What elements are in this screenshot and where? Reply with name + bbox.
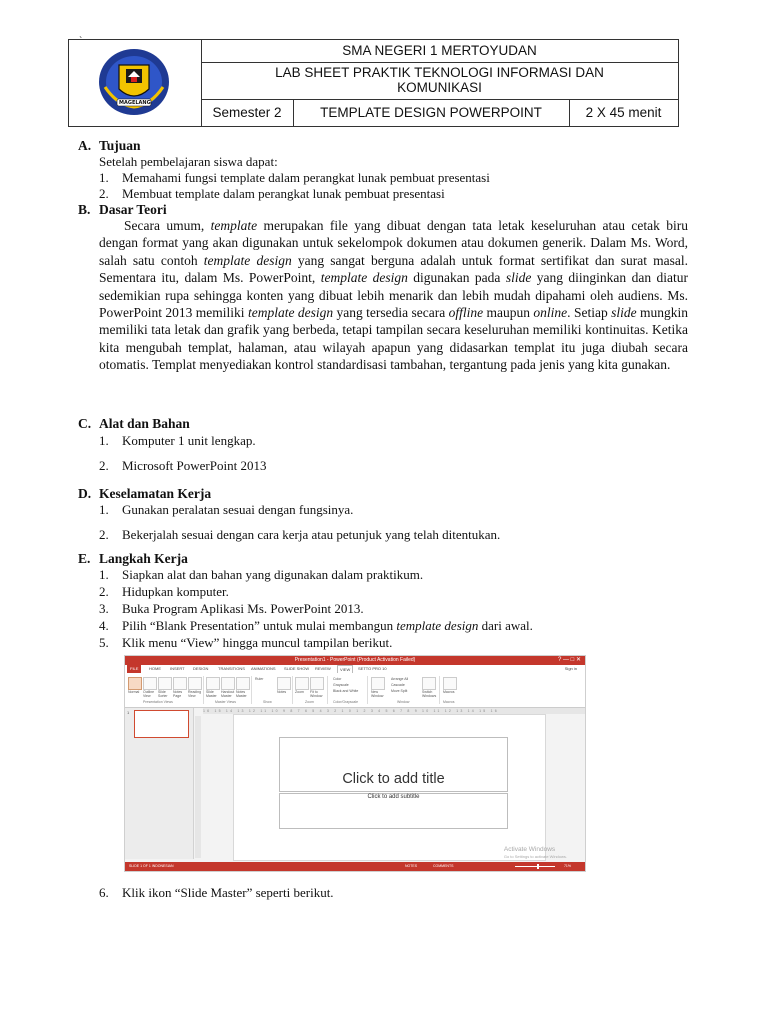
theory-paragraph <box>99 217 688 374</box>
section-d-title: Keselamatan Kerja <box>99 486 212 501</box>
list-item <box>99 502 353 518</box>
status-comments[interactable]: COMMENTS <box>433 864 454 868</box>
outline-view-button[interactable] <box>143 677 157 690</box>
tab-animations[interactable]: ANIMATIONS <box>251 666 276 671</box>
ppt-status-bar <box>125 862 585 871</box>
list-number: 4. <box>99 618 109 633</box>
list-item <box>99 186 445 202</box>
grayscale-option[interactable]: Grayscale <box>333 683 349 687</box>
list-item <box>99 584 229 600</box>
lab-sheet-title-line1: LAB SHEET PRAKTIK TEKNOLOGI INFORMASI DAN <box>275 65 604 80</box>
ribbon-group-label: Window <box>397 700 410 704</box>
list-text: Gunakan peralatan sesuai dengan fungsinya. <box>122 502 354 517</box>
status-notes[interactable]: NOTES <box>405 864 418 868</box>
text-run-italic: online <box>533 305 568 321</box>
ribbon-label: Handout Master <box>221 690 235 698</box>
tab-view[interactable]: VIEW <box>337 665 353 673</box>
list-number: 6. <box>99 885 109 900</box>
zoom-slider-knob[interactable] <box>537 864 539 869</box>
list-item <box>99 618 533 634</box>
text-run: . Setiap <box>567 305 612 321</box>
section-c-heading <box>78 416 190 432</box>
duration-cell: 2 X 45 menit <box>585 105 662 120</box>
section-a-letter: A. <box>78 138 92 153</box>
thumbnail-number: 1 <box>127 710 130 715</box>
fit-to-window-button[interactable] <box>310 677 324 690</box>
slide-canvas[interactable] <box>233 714 546 861</box>
list-text: Membuat template dalam perangkat lunak pembuat presentasi <box>122 186 445 201</box>
list-text: dari awal. <box>478 618 533 633</box>
list-number: 1. <box>99 433 109 448</box>
text-run: mungkin memiliki tata letak dan grafik yang berbeda, tetapi tampilan secara keseluruhan memiliki kontinuitas. Ketika kita mengubah templat, halaman, atau wilayah apapun yang didasarkan templat itu juga diubah secara otomatis. Templat menyediakan kontrol standardisasi tambahan, tergantung pada jenis yang kita gunakan. <box>99 305 688 373</box>
text-run-italic: template design <box>320 270 408 286</box>
activate-sub: Go to Settings to activate Windows. <box>503 854 567 859</box>
section-e-heading <box>78 551 188 567</box>
ribbon-separator <box>292 676 293 704</box>
section-b-heading <box>78 202 167 218</box>
ribbon-group-label: Master Views <box>215 700 236 704</box>
text-run-italic: template design <box>203 252 292 268</box>
section-d-heading <box>78 486 211 502</box>
section-e-letter: E. <box>78 551 91 566</box>
list-item <box>99 635 392 651</box>
status-slide-info: SLIDE 1 OF 1 INDONESIAN <box>129 864 174 868</box>
section-b-letter: B. <box>78 202 91 217</box>
ribbon-label: Slide Master <box>206 690 217 698</box>
logo-cell <box>69 36 202 126</box>
list-number: 2. <box>99 584 109 599</box>
list-number: 2. <box>99 458 109 473</box>
text-run-italic: template <box>210 218 258 233</box>
ppt-ribbon <box>125 673 585 708</box>
ribbon-label: Notes <box>277 690 287 694</box>
text-run: Secara umum, <box>124 218 211 233</box>
list-number: 5. <box>99 635 109 650</box>
text-run: yang diinginkan dan diatur sedemikian rupa sehingga konten yang dibuat lebih menarik dan lebih mudah dipahami oleh audiens. Ms. PowerPoint 2013 memiliki <box>99 270 688 321</box>
ppt-window-controls[interactable]: ? — □ ✕ <box>558 657 581 663</box>
list-item <box>99 885 334 901</box>
text-run: yang tersedia secara <box>333 305 449 321</box>
ribbon-label: Slide Sorter <box>158 690 168 698</box>
list-text: Komputer 1 unit lengkap. <box>122 433 256 448</box>
slide-thumbnail[interactable] <box>134 710 189 738</box>
notes-button[interactable] <box>277 677 291 690</box>
list-item <box>99 601 364 617</box>
list-number: 2. <box>99 186 109 201</box>
ribbon-group-label: Presentation Views <box>143 700 173 704</box>
ribbon-group-label: Zoom <box>305 700 314 704</box>
zoom-button[interactable] <box>295 677 309 690</box>
ribbon-separator <box>251 676 252 704</box>
list-item <box>99 527 500 543</box>
activate-windows-watermark <box>504 846 567 860</box>
slide-master-button[interactable] <box>206 677 220 690</box>
list-text: Memahami fungsi template dalam perangkat lunak pembuat presentasi <box>122 170 490 185</box>
lab-sheet-title-line2: KOMUNIKASI <box>397 80 482 95</box>
list-text: Pilih “Blank Presentation” untuk mulai membangun <box>122 618 397 633</box>
corner-mark: ` <box>79 36 83 47</box>
move-split-option[interactable]: Move Split <box>391 689 408 693</box>
horizontal-ruler: 16 15 14 13 12 11 10 9 8 7 6 5 4 3 2 1 0 1 2 3 4 5 6 7 8 9 10 11 12 13 14 15 16 <box>203 708 585 714</box>
tab-slide-show[interactable]: SLIDE SHOW <box>284 666 310 671</box>
list-number: 1. <box>99 567 109 582</box>
subtitle-placeholder[interactable] <box>279 793 508 829</box>
list-number: 1. <box>99 170 109 185</box>
ribbon-label: Fit to Window <box>310 690 323 698</box>
ribbon-label: New Window <box>371 690 384 698</box>
list-text: Bekerjalah sesuai dengan cara kerja atau petunjuk yang telah ditentukan. <box>122 527 501 542</box>
macros-button[interactable] <box>443 677 457 690</box>
list-item <box>99 567 423 583</box>
section-c-letter: C. <box>78 416 92 431</box>
slide-thumbnail-pane <box>125 708 194 859</box>
text-run-italic: template design <box>247 305 334 321</box>
text-run-italic: slide <box>611 305 637 321</box>
info-row <box>201 100 678 126</box>
topic-cell: TEMPLATE DESIGN POWERPOINT <box>293 100 570 126</box>
text-run-italic: offline <box>448 305 484 321</box>
title-placeholder-text: Click to add title <box>342 771 445 787</box>
vertical-ruler <box>195 716 201 858</box>
text-run: maupun <box>483 305 534 321</box>
ribbon-separator <box>367 676 368 704</box>
ruler-checkbox[interactable]: Ruler <box>255 677 264 681</box>
section-a-heading <box>78 138 141 154</box>
ppt-window-title: Presentation1 - PowerPoint (Product Activation Failed) <box>294 657 416 663</box>
handout-master-button[interactable] <box>221 677 235 690</box>
black-white-option[interactable]: Black and White <box>333 689 359 693</box>
section-b-title: Dasar Teori <box>99 202 167 217</box>
tab-setto[interactable]: SETTO PRO 10 <box>358 666 387 671</box>
text-run: digunakan pada <box>407 270 506 286</box>
switch-windows-button[interactable] <box>422 677 436 690</box>
list-item <box>99 458 266 474</box>
zoom-slider[interactable] <box>515 866 555 867</box>
semester-cell: Semester 2 <box>201 100 294 126</box>
list-number: 1. <box>99 502 109 517</box>
ribbon-separator <box>327 676 328 704</box>
list-text: Klik ikon “Slide Master” seperti berikut. <box>122 885 334 900</box>
tab-file[interactable]: FILE <box>127 665 141 673</box>
ribbon-label: Normal <box>128 690 140 694</box>
ribbon-group-label: Color/Grayscale <box>333 700 359 704</box>
color-option[interactable]: Color <box>333 677 342 681</box>
ribbon-label: Reading View <box>188 690 202 698</box>
ribbon-separator <box>439 676 440 704</box>
logo-text: MAGELANG <box>119 100 151 106</box>
cascade-option[interactable]: Cascade <box>391 683 405 687</box>
section-a-intro: Setelah pembelajaran siswa dapat: <box>99 154 278 169</box>
tab-home[interactable]: HOME <box>149 666 161 671</box>
text-run: merupakan file yang dibuat dengan tata letak keseluruhan atau cetak biru dengan format yang akan digunakan untuk sekelompok dokumen atau dokumen generik. Dalam Ms. Word, salah satu contoh <box>99 218 688 268</box>
list-text: Microsoft PowerPoint 2013 <box>122 458 267 473</box>
text-run-italic: slide <box>505 270 532 286</box>
list-number: 3. <box>99 601 109 616</box>
ribbon-group-label: Show <box>263 700 272 704</box>
normal-view-button[interactable] <box>128 677 142 690</box>
tab-design[interactable]: DESIGN <box>193 666 209 671</box>
lab-sheet-title <box>201 62 678 100</box>
list-number: 2. <box>99 527 109 542</box>
reading-view-button[interactable] <box>188 677 202 690</box>
subtitle-placeholder-text: Click to add subtitle <box>367 794 420 800</box>
text-run: yang sangat berguna adalah untuk format sertifikat dan surat masal. Sementara itu, dalam Ms. PowerPoint, <box>99 252 689 286</box>
list-item <box>99 433 256 449</box>
ribbon-label: Switch Windows <box>422 690 437 698</box>
tab-insert[interactable]: INSERT <box>170 666 185 671</box>
section-d-letter: D. <box>78 486 92 501</box>
list-text: Klik menu “View” hingga muncul tampilan berikut. <box>122 635 393 650</box>
list-text: Hidupkan komputer. <box>122 584 229 599</box>
school-name: SMA NEGERI 1 MERTOYUDAN <box>201 40 678 63</box>
ribbon-label: Zoom <box>295 690 304 694</box>
notes-page-button[interactable] <box>173 677 187 690</box>
arrange-all-option[interactable]: Arrange All <box>391 677 409 681</box>
list-text-italic: template design <box>396 618 479 633</box>
powerpoint-screenshot <box>124 655 586 872</box>
tab-transitions[interactable]: TRANSITIONS <box>218 666 245 671</box>
slide-sorter-button[interactable] <box>158 677 172 690</box>
notes-master-button[interactable] <box>236 677 250 690</box>
ppt-title-bar <box>125 656 585 665</box>
school-logo-icon <box>97 47 171 117</box>
zoom-level: 71% <box>563 864 571 868</box>
activate-title: Activate Windows <box>503 846 556 853</box>
list-text: Siapkan alat dan bahan yang digunakan dalam praktikum. <box>122 567 424 582</box>
ribbon-label: Notes Page <box>173 690 183 698</box>
new-window-button[interactable] <box>371 677 385 690</box>
section-e-title: Langkah Kerja <box>99 551 188 566</box>
ribbon-label: Notes Master <box>236 690 247 698</box>
list-text: Buka Program Aplikasi Ms. PowerPoint 2013. <box>122 601 364 616</box>
list-item <box>99 170 490 186</box>
sign-in-link[interactable]: Sign in <box>564 666 577 671</box>
ribbon-label: Outline View <box>143 690 155 698</box>
ribbon-label: Macros <box>443 690 455 694</box>
title-placeholder[interactable] <box>279 737 508 792</box>
section-a-title: Tujuan <box>99 138 141 153</box>
tab-review[interactable]: REVIEW <box>315 666 331 671</box>
section-c-title: Alat dan Bahan <box>99 416 190 431</box>
ppt-ribbon-tabs <box>125 665 585 673</box>
ribbon-group-label: Macros <box>443 700 455 704</box>
ribbon-separator <box>203 676 204 704</box>
header-table <box>68 36 679 127</box>
